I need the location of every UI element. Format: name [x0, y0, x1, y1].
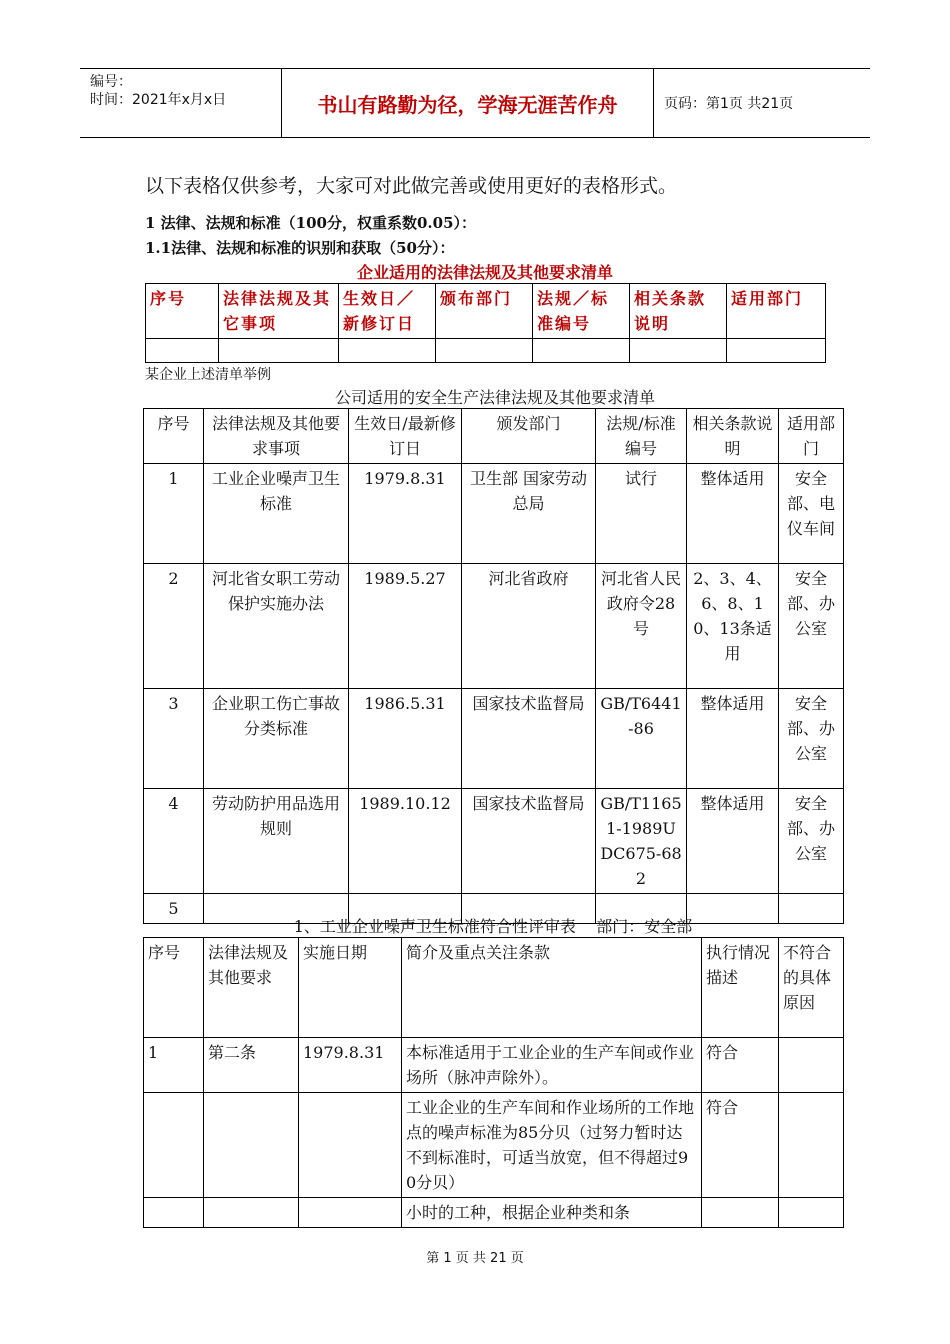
table-header-cell: 序号 — [146, 284, 219, 339]
table-cell — [702, 1198, 779, 1228]
table-cell — [146, 339, 219, 363]
table-cell — [779, 1198, 844, 1228]
table-cell — [436, 339, 533, 363]
table-cell: 1986.5.31 — [349, 689, 462, 789]
table-cell: 第二条 — [204, 1038, 299, 1093]
table-cell — [779, 1038, 844, 1093]
table-header-cell: 实施日期 — [299, 938, 402, 1038]
table-cell — [144, 1198, 204, 1228]
table-cell: 工业企业的生产车间和作业场所的工作地点的噪声标准为85分贝（过努力暂时达不到标准时，可适当放宽，但不得超过90分贝） — [402, 1093, 702, 1198]
table-header-cell: 不符合的具体原因 — [779, 938, 844, 1038]
table-cell: 1989.10.12 — [349, 789, 462, 894]
table-header-row — [146, 284, 826, 339]
table-cell — [204, 1198, 299, 1228]
header-motto: 书山有路勤为径，学海无涯苦作舟 — [282, 69, 654, 137]
table-header-cell: 相关条款说明 — [687, 409, 779, 464]
table-row — [144, 1198, 844, 1228]
table-cell: 1 — [144, 464, 204, 564]
table-cell: 5 — [144, 894, 204, 924]
table-cell: 企业职工伤亡事故分类标准 — [204, 689, 349, 789]
number-label: 编号： — [90, 74, 132, 90]
table-cell: 4 — [144, 789, 204, 894]
table-legal-list-example — [143, 408, 844, 924]
table-header-cell: 法规/标准编号 — [596, 409, 687, 464]
example-note: 某企业上述清单举例 — [145, 367, 271, 383]
table-cell — [299, 1198, 402, 1228]
table-cell: 河北省女职工劳动保护实施办法 — [204, 564, 349, 689]
header-page-info: 页码：第1页 共21页 — [664, 96, 794, 112]
table2-caption: 公司适用的安全生产法律法规及其他要求清单 — [334, 388, 655, 407]
intro-text: 以下表格仅供参考，大家可对此做完善或使用更好的表格形式。 — [145, 175, 678, 197]
table-cell: 安全部、电仪车间 — [779, 464, 844, 564]
table-row — [144, 689, 844, 789]
table-cell: 国家技术监督局 — [462, 789, 596, 894]
table-cell: 安全部、办公室 — [779, 564, 844, 689]
table-row — [144, 564, 844, 689]
table-header-cell: 执行情况描述 — [702, 938, 779, 1038]
table-header-cell: 相关条款说明 — [630, 284, 727, 339]
table-cell: 劳动防护用品选用规则 — [204, 789, 349, 894]
table-header-cell: 序号 — [144, 409, 204, 464]
table-cell: GB/T6441-86 — [596, 689, 687, 789]
table-cell: 国家技术监督局 — [462, 689, 596, 789]
section-1-heading: 1 法律、法规和标准（100分，权重系数0.05）： — [145, 214, 477, 232]
table-header-cell: 生效日/最新修订日 — [349, 409, 462, 464]
table-noise-compliance-review — [143, 937, 844, 1228]
table-cell — [630, 339, 727, 363]
table-header-cell: 法律法规及其他要求 — [204, 938, 299, 1038]
table-cell: GB/T11651-1989UDC675-682 — [596, 789, 687, 894]
table-cell: 河北省人民政府令28号 — [596, 564, 687, 689]
time-label: 时间：2021年x月x日 — [90, 92, 227, 108]
table-cell: 3 — [144, 689, 204, 789]
table-row — [144, 464, 844, 564]
table-header-cell: 法律法规及其他要求事项 — [204, 409, 349, 464]
table-cell: 符合 — [702, 1038, 779, 1093]
table-cell: 卫生部 国家劳动总局 — [462, 464, 596, 564]
table-header-cell: 适用部门 — [727, 284, 826, 339]
table-cell — [204, 1093, 299, 1198]
table-cell: 工业企业噪声卫生标准 — [204, 464, 349, 564]
table-cell: 安全部、办公室 — [779, 789, 844, 894]
table-cell: 整体适用 — [687, 689, 779, 789]
table-cell: 小时的工种，根据企业种类和条 — [402, 1198, 702, 1228]
page-header — [80, 68, 870, 138]
table-header-cell: 生效日／新修订日 — [339, 284, 436, 339]
table-cell: 2 — [144, 564, 204, 689]
section-1-1-heading: 1.1法律、法规和标准的识别和获取（50分）： — [145, 239, 455, 257]
table-row — [144, 1038, 844, 1093]
table-legal-list-template — [145, 283, 826, 363]
table-header-cell: 适用部门 — [779, 409, 844, 464]
table-cell — [339, 339, 436, 363]
table-cell — [219, 339, 339, 363]
table-cell: 1979.8.31 — [299, 1038, 402, 1093]
table-header-cell: 序号 — [144, 938, 204, 1038]
page-footer: 第 1 页 共 21 页 — [426, 1251, 524, 1266]
table-cell: 河北省政府 — [462, 564, 596, 689]
table1-caption: 企业适用的法律法规及其他要求清单 — [356, 263, 613, 282]
table-header-cell: 颁布部门 — [436, 284, 533, 339]
table-row — [146, 339, 826, 363]
table-cell: 1989.5.27 — [349, 564, 462, 689]
table-cell — [144, 1093, 204, 1198]
table-cell — [727, 339, 826, 363]
header-left — [80, 69, 282, 137]
table-cell — [779, 1093, 844, 1198]
table-cell: 1979.8.31 — [349, 464, 462, 564]
table-header-cell: 简介及重点关注条款 — [402, 938, 702, 1038]
table-cell: 本标准适用于工业企业的生产车间或作业场所（脉冲声除外）。 — [402, 1038, 702, 1093]
table-cell — [299, 1093, 402, 1198]
table-row — [144, 1093, 844, 1198]
table-cell: 试行 — [596, 464, 687, 564]
table3-caption: 1、工业企业噪声卫生标准符合性评审表 部门：安全部 — [293, 917, 693, 936]
table-cell: 整体适用 — [687, 789, 779, 894]
table-cell: 符合 — [702, 1093, 779, 1198]
table-cell — [533, 339, 630, 363]
table-header-cell: 颁发部门 — [462, 409, 596, 464]
table-header-cell: 法律法规及其它事项 — [219, 284, 339, 339]
table-cell: 1 — [144, 1038, 204, 1093]
table-row — [144, 789, 844, 894]
table-header-row — [144, 938, 844, 1038]
table-header-cell: 法规／标准编号 — [533, 284, 630, 339]
table-cell: 整体适用 — [687, 464, 779, 564]
table-cell: 2、3、4、6、8、10、13条适用 — [687, 564, 779, 689]
table-header-row — [144, 409, 844, 464]
table-cell: 安全部、办公室 — [779, 689, 844, 789]
